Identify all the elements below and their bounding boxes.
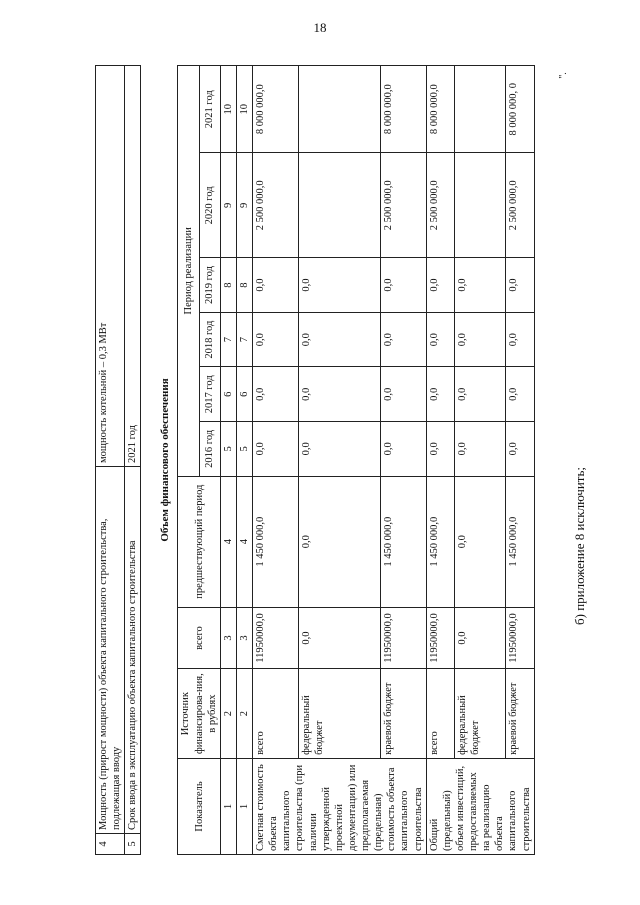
prev-cell: 0,0 [454, 476, 505, 607]
year-cell: 0,0 [298, 258, 381, 313]
row-number: 2 [236, 669, 252, 759]
info-row [125, 66, 141, 855]
total-cell: 11950000,0 [381, 607, 427, 669]
row-number: 8 [236, 258, 252, 313]
info-row-value: 2021 год [125, 66, 141, 467]
col-number: 4 [220, 476, 236, 607]
source-cell: краевой бюджет [506, 669, 534, 759]
year-cell: 0,0 [426, 367, 454, 422]
section-title: Объем финансового обеспечения [159, 378, 172, 542]
row-number: 4 [236, 476, 252, 607]
info-row-label: Срок ввода в эксплуатацию объекта капитального строительства [125, 467, 141, 834]
prev-cell: 1 450 000,0 [253, 476, 299, 607]
table-row [454, 66, 505, 855]
table-row [381, 66, 427, 855]
prev-cell: 1 450 000,0 [506, 476, 534, 607]
year-cell: 8 000 000,0 [381, 66, 427, 153]
info-row-value: мощность котельной – 0,3 МВт [96, 66, 125, 467]
year-cell: 0,0 [426, 312, 454, 367]
table-row [298, 66, 381, 855]
table-row [506, 66, 534, 855]
header-row [178, 66, 199, 855]
info-row-label: Мощность (прирост мощности) объекта капитального строительства, подлежащая вводу [96, 467, 125, 834]
total-cell: 0,0 [298, 607, 381, 669]
year-cell: 8 000 000, 0 [506, 66, 534, 153]
col-number: 6 [220, 367, 236, 422]
source-cell: всего [253, 669, 299, 759]
year-cell [454, 66, 505, 153]
header-year: 2019 год [199, 258, 220, 313]
col-number: 5 [220, 422, 236, 477]
header-year: 2018 год [199, 312, 220, 367]
info-row [96, 66, 125, 855]
header-year: 2020 год [199, 153, 220, 258]
year-cell: 0,0 [253, 258, 299, 313]
year-cell: 0,0 [506, 422, 534, 477]
year-cell: 0,0 [426, 258, 454, 313]
year-cell: 0,0 [454, 422, 505, 477]
row-number: 6 [236, 367, 252, 422]
col-number: 10 [220, 66, 236, 153]
row-number: 7 [236, 312, 252, 367]
year-cell: 0,0 [426, 422, 454, 477]
row-number-row [236, 66, 252, 855]
year-cell: 0,0 [298, 367, 381, 422]
header-prev: предшествующий период [178, 476, 220, 607]
info-table [95, 65, 141, 855]
source-cell: федеральный бюджет [298, 669, 381, 759]
prev-cell: 0,0 [298, 476, 381, 607]
header-year: 2016 год [199, 422, 220, 477]
year-cell: 2 500 000,0 [426, 153, 454, 258]
year-cell: 8 000 000,0 [253, 66, 299, 153]
year-cell: 0,0 [454, 312, 505, 367]
total-cell: 11950000,0 [426, 607, 454, 669]
col-number: 8 [220, 258, 236, 313]
year-cell: 0,0 [381, 367, 427, 422]
year-cell: 0,0 [454, 258, 505, 313]
header-period: Период реализации [178, 66, 199, 477]
row-number: 1 [236, 758, 252, 854]
row-number: 3 [236, 607, 252, 669]
total-cell: 11950000,0 [506, 607, 534, 669]
header-year: 2017 год [199, 367, 220, 422]
year-cell: 0,0 [298, 312, 381, 367]
year-cell: 0,0 [381, 422, 427, 477]
row-number: 5 [236, 422, 252, 477]
year-cell: 0,0 [253, 367, 299, 422]
year-cell: 0,0 [253, 312, 299, 367]
column-number-row [220, 66, 236, 855]
source-cell: краевой бюджет [381, 669, 427, 759]
year-cell: 0,0 [506, 258, 534, 313]
year-cell [298, 153, 381, 258]
header-source: Источник финансирова-ния, в рублях [178, 669, 220, 759]
footer-text: б) приложение 8 исключить; [572, 467, 587, 625]
total-cell: 11950000,0 [253, 607, 299, 669]
year-cell: 0,0 [506, 367, 534, 422]
rotated-content [95, 65, 585, 855]
group-label: Общий (предельный) объем инвестиций, предоставляемых на реализацию объекта капитального строительства [426, 758, 534, 854]
year-cell: 8 000 000,0 [426, 66, 454, 153]
col-number: 7 [220, 312, 236, 367]
year-cell [298, 66, 381, 153]
year-cell: 0,0 [381, 258, 427, 313]
source-cell: федеральный бюджет [454, 669, 505, 759]
table-row [426, 66, 454, 855]
col-number: 1 [220, 758, 236, 854]
table-row [253, 66, 299, 855]
row-number: 9 [236, 153, 252, 258]
total-cell: 0,0 [454, 607, 505, 669]
year-cell: 0,0 [454, 367, 505, 422]
group-label: Сметная стоимость объекта капитального строительства (при наличии утвержденной проектной документации) или предполагаемая (предельная) стоимость объекта капитального строительства [253, 758, 427, 854]
col-number: 3 [220, 607, 236, 669]
year-cell: 0,0 [298, 422, 381, 477]
finance-table [177, 65, 534, 855]
col-number: 9 [220, 153, 236, 258]
year-cell [454, 153, 505, 258]
info-row-num: 5 [125, 834, 141, 855]
header-year: 2021 год [199, 66, 220, 153]
prev-cell: 1 450 000,0 [426, 476, 454, 607]
row-number: 10 [236, 66, 252, 153]
prev-cell: 1 450 000,0 [381, 476, 427, 607]
info-row-num: 4 [96, 834, 125, 855]
year-cell: 2 500 000,0 [506, 153, 534, 258]
header-indicator: Показатель [178, 758, 220, 854]
year-cell: 0,0 [253, 422, 299, 477]
header-total: всего [178, 607, 220, 669]
year-cell: 2 500 000,0 [381, 153, 427, 258]
col-number: 2 [220, 669, 236, 759]
page-number: 18 [313, 20, 327, 35]
year-cell: 2 500 000,0 [253, 153, 299, 258]
year-cell: 0,0 [381, 312, 427, 367]
source-cell: всего [426, 669, 454, 759]
year-cell: 0,0 [506, 312, 534, 367]
corner-mark: ". [557, 72, 569, 79]
